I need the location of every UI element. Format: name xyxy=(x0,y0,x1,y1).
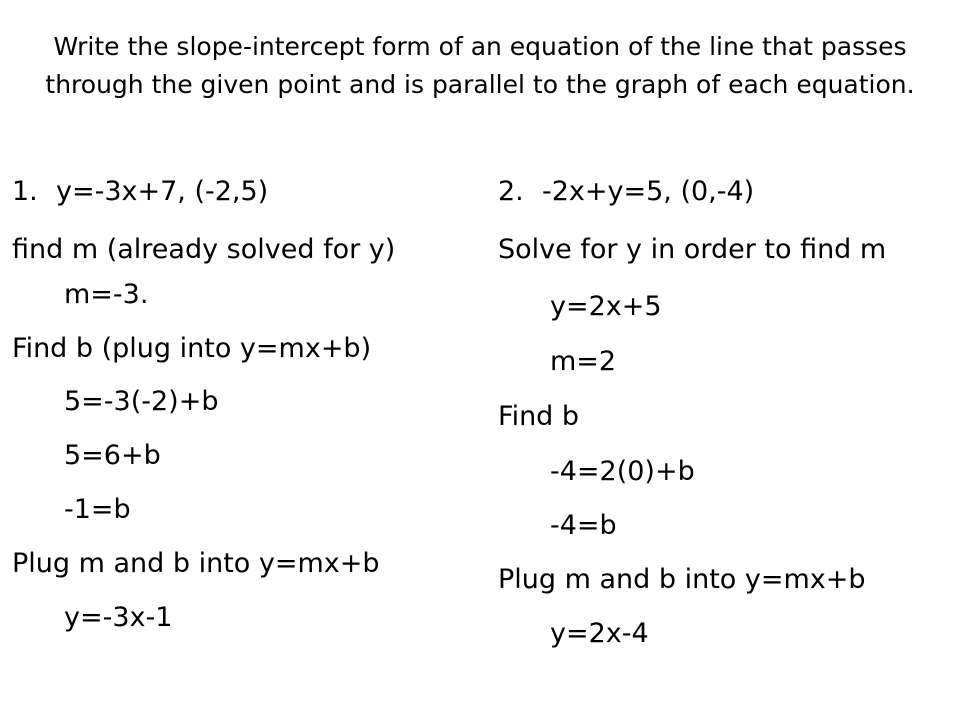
problem-2-step-solve-for-y: Solve for y in order to find m xyxy=(498,234,887,265)
problem-2-heading xyxy=(498,176,754,207)
problem-2-step-find-b: Find b xyxy=(498,401,580,432)
problem-2-step-plug-in: Plug m and b into y=mx+b xyxy=(498,564,866,595)
problem-1-number: 1. xyxy=(12,176,38,207)
slide-title: Write the slope-intercept form of an equation of the line that passes through the given point and is parallel to the graph of each equation. xyxy=(45,32,915,99)
problem-1-step-plug-in: Plug m and b into y=mx+b xyxy=(12,548,380,579)
problem-2-number: 2. xyxy=(498,176,524,207)
problem-1-work-line-1: 5=-3(-2)+b xyxy=(64,386,219,417)
problem-1-work-line-3: -1=b xyxy=(64,494,131,525)
problem-2-equation: -2x+y=5, (0,-4) xyxy=(542,176,755,207)
problem-1-equation: y=-3x+7, (-2,5) xyxy=(56,176,269,207)
problem-1-slope-result: m=-3. xyxy=(64,279,149,310)
problem-1-answer: y=-3x-1 xyxy=(64,602,173,633)
problem-2-slope-result: m=2 xyxy=(550,346,617,377)
problem-2-answer: y=2x-4 xyxy=(550,618,649,649)
problem-1-step-find-b: Find b (plug into y=mx+b) xyxy=(12,333,372,364)
problem-1-heading xyxy=(12,176,268,207)
problem-1-step-find-m: find m (already solved for y) xyxy=(12,234,396,265)
problem-2-solved-equation: y=2x+5 xyxy=(550,291,662,322)
problem-2-work-line-1: -4=2(0)+b xyxy=(550,456,695,487)
problem-1-work-line-2: 5=6+b xyxy=(64,440,161,471)
problem-2-work-line-2: -4=b xyxy=(550,510,617,541)
